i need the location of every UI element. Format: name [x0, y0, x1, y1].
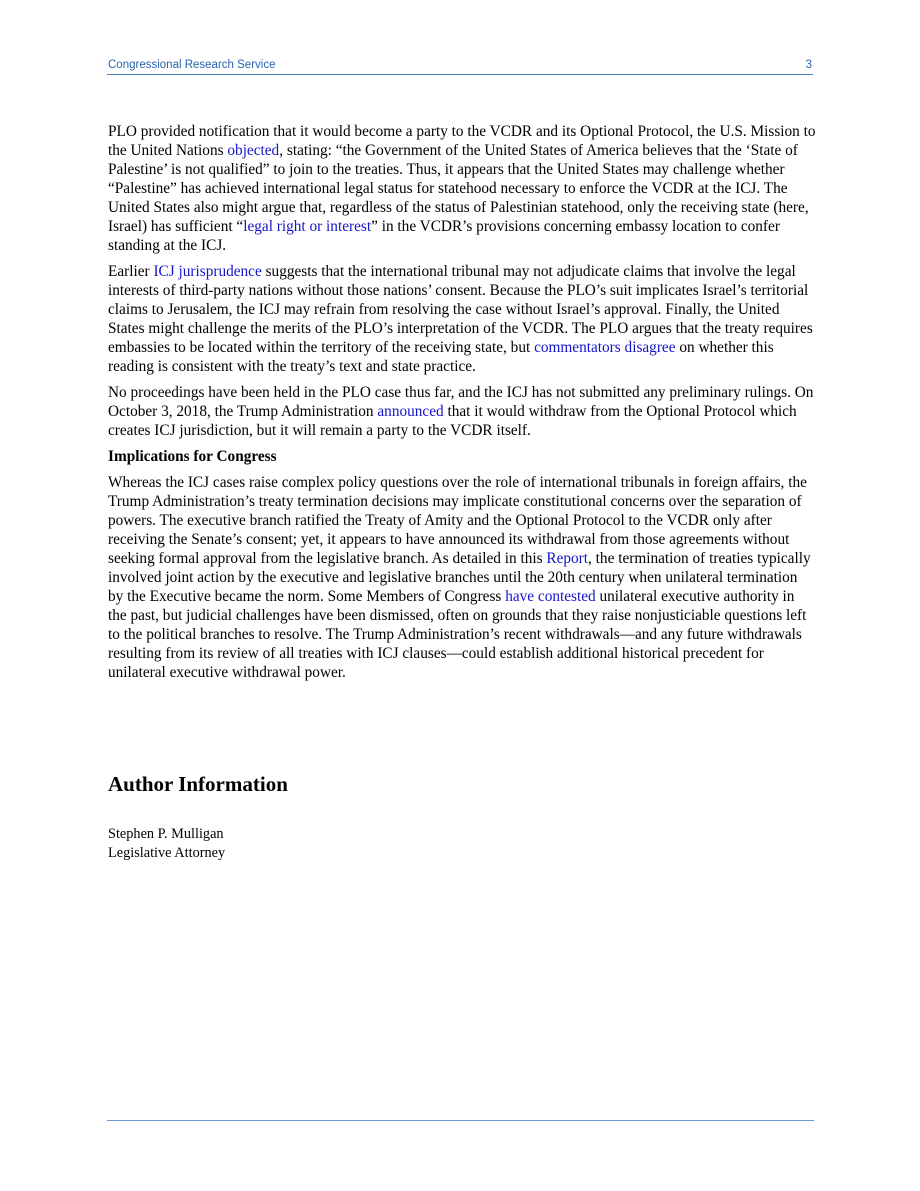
paragraph-4: [108, 473, 816, 682]
footer-rule: [107, 1120, 814, 1121]
author-name: Stephen P. Mulligan: [108, 826, 224, 842]
p4-text-a: Whereas the ICJ cases raise complex policy questions over the role of international tribunals in foreign affairs, the Trump Administration’s treaty termination decisions may implicate constitutional concerns over the separation of powers. The executive branch ratified the Treaty of Amity and the Optional Protocol to the VCDR only after receiving the Senate’s consent; yet, it appears to have announced its withdrawal from those agreements without seeking formal approval from the legislative branch. As detailed in this: [108, 474, 807, 567]
p4-text-c: unilateral executive authority in the past, but judicial challenges have been dismissed, often on grounds that they raise nonjusticiable questions left to the political branches to resolve. The Trump Administration’s recent withdrawals—and any future withdrawals resulting from its review of all treaties with ICJ clauses—could establish additional historical precedent for unilateral executive withdrawal power.: [108, 588, 807, 681]
p3-text-b: that it would withdraw from the Optional Protocol which creates ICJ jurisdiction, but it will remain a party to the VCDR itself.: [108, 403, 797, 439]
subheading-implications: Implications for Congress: [108, 448, 277, 465]
paragraph-2: [108, 262, 816, 376]
author-title: Legislative Attorney: [108, 844, 226, 861]
paragraph-3: [108, 383, 816, 440]
p1-text-b: , stating: “the Government of the United States of America believes that the ‘State of Palestine’ is not qualified” to join to the treaties. Thus, it appears that the United States may challenge whether “Palestine” has achieved international legal status for statehood necessary to enforce the VCDR at the ICJ. The United States also might argue that, regardless of the status of Palestinian statehood, only the receiving state (here, Israel) has sufficient “: [108, 142, 809, 235]
author-block: [108, 825, 225, 862]
link-have-contested[interactable]: have contested: [505, 588, 596, 605]
p2-text-a: Earlier: [108, 263, 154, 280]
link-objected[interactable]: objected: [227, 142, 280, 159]
p3-text-a: No proceedings have been held in the PLO case thus far, and the ICJ has not submitted any preliminary rulings. On October 3, 2018, the Trump Administration: [108, 384, 814, 420]
header-org-name: Congressional Research Service: [108, 59, 276, 71]
page-number: 3: [805, 59, 812, 71]
link-icj-jurisprudence[interactable]: ICJ jurisprudence: [153, 263, 262, 280]
link-commentators-disagree[interactable]: commentators disagree: [534, 339, 676, 356]
p1-text-c: ” in the VCDR’s provisions concerning embassy location to confer standing at the ICJ.: [108, 218, 780, 254]
link-announced[interactable]: announced: [377, 403, 444, 420]
p1-text-a: PLO provided notification that it would become a party to the VCDR and its Optional Protocol, the U.S. Mission to the United Nations: [108, 123, 816, 159]
page-header: [107, 58, 813, 75]
p2-text-b: suggests that the international tribunal may not adjudicate claims that involve the legal interests of third-party nations without those nations’ consent. Because the PLO’s suit implicates Israel’s territorial claims to Jerusalem, the ICJ may refrain from resolving the case without Israel’s approval. Finally, the United States might challenge the merits of the PLO’s interpretation of the VCDR. The PLO argues that the treaty requires embassies to be located within the territory of the receiving state, but: [108, 263, 813, 356]
author-information-heading: Author Information: [108, 772, 288, 796]
p4-text-b: , the termination of treaties typically involved joint action by the executive and legislative branches until the 20th century when unilateral termination by the Executive became the norm. Some Members of Congress: [108, 550, 811, 605]
link-report[interactable]: Report: [546, 550, 589, 567]
link-legal-right-or-interest[interactable]: legal right or interest: [243, 218, 372, 235]
p2-text-c: on whether this reading is consistent with the treaty’s text and state practice.: [108, 339, 774, 375]
document-body: [108, 122, 816, 689]
paragraph-1: [108, 122, 816, 255]
